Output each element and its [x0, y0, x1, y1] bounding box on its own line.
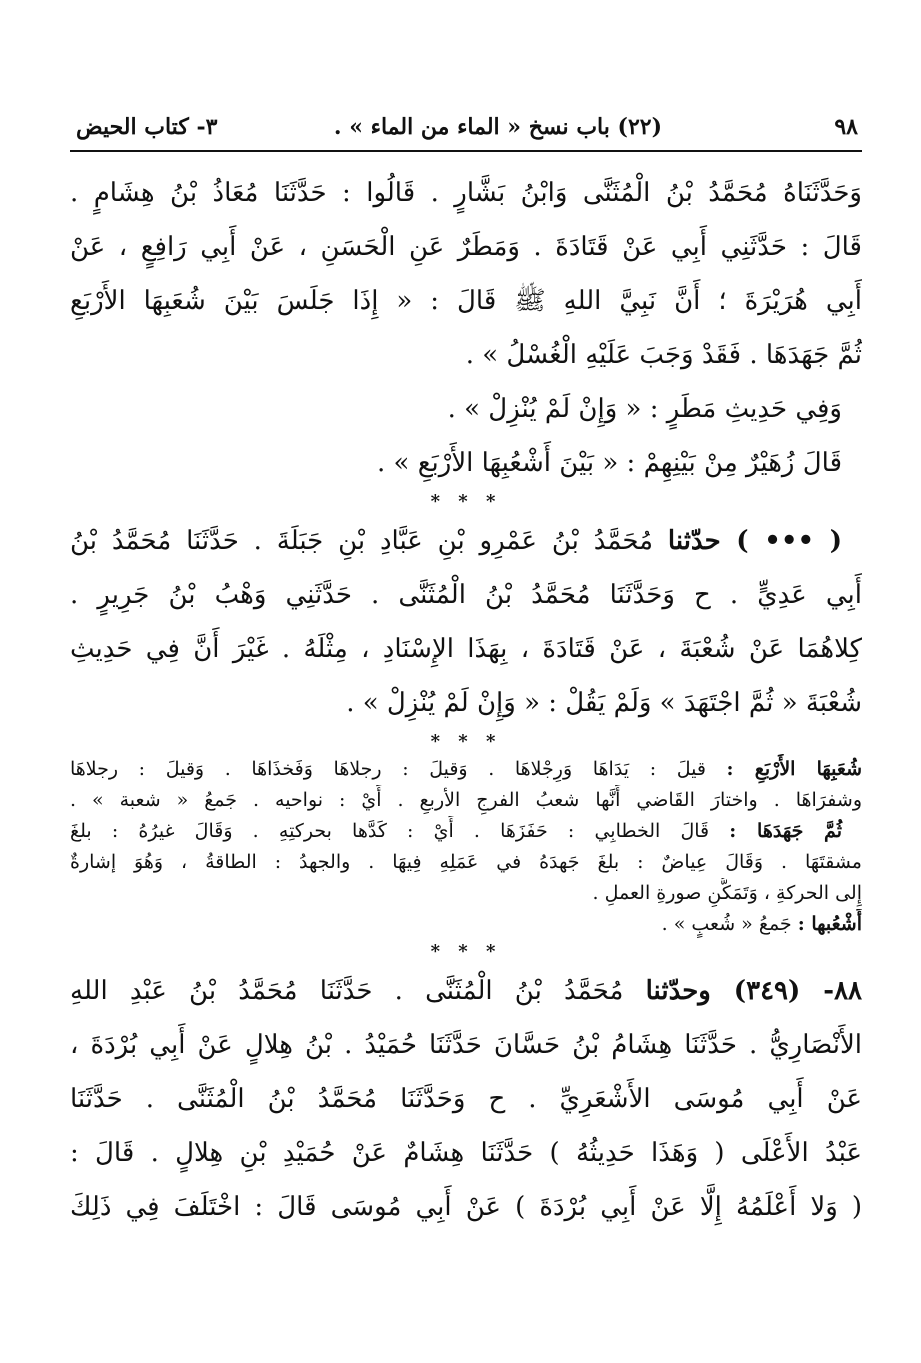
section-separator: * * * — [430, 491, 502, 512]
text-line: عَبْدُ الأَعْلَى ( وَهَذَا حَدِيثُهُ ) حَدَّثَنَا هِشَامٌ عَنْ حُمَيْدِ بْنِ هِلالٍ . قَالَ : — [70, 1138, 862, 1168]
note-line — [70, 909, 862, 940]
text-line: أَبِي عَدِيٍّ . ح وَحَدَّثَنَا مُحَمَّدُ بْنُ الْمُثَنَّى . حَدَّثَنِي وَهْبُ بْنُ جَرِيرٍ . — [70, 580, 862, 610]
text-span: مُحَمَّدُ بْنُ الْمُثَنَّى . حَدَّثَنَا مُحَمَّدُ بْنُ عَبْدِ اللهِ — [70, 976, 624, 1006]
book-title: ٣- كتاب الحيض — [76, 114, 218, 140]
hadith-paragraph-3 — [70, 964, 862, 1234]
chapter-title: (٢٢) باب نسخ « الماء من الماء » . — [333, 114, 662, 140]
text-line: كِلاهُمَا عَنْ شُعْبَةَ ، عَنْ قَتَادَةَ ، بِهَذَا الإِسْنَادِ ، مِثْلَهُ . غَيْرَ أَنَّ فِي حَدِيثِ — [70, 634, 862, 664]
note-line: إِلى الحركةِ ، وَتَمَكُّنِ صورةِ العملِ . — [592, 882, 862, 904]
page-number: ٩٨ — [834, 114, 858, 140]
hadith-paragraph-2 — [70, 514, 862, 730]
book-page — [70, 110, 862, 1330]
text-line: وَحَدَّثَنَاهُ مُحَمَّدُ بْنُ الْمُثَنَّى وَابْنُ بَشَّارٍ . قَالُوا : حَدَّثَنَا مُعَاذُ بْنُ هِشَامٍ . — [70, 178, 862, 208]
note-term: ثُمَّ جَهَدَهَا : — [729, 820, 842, 842]
text-line: أَبِي هُرَيْرَةَ ؛ أَنَّ نَبِيَّ اللهِ ﷺ قَالَ : « إِذَا جَلَسَ بَيْنَ شُعَبِهَا الأَرْبَعِ — [70, 286, 862, 316]
note-text: جَمعُ « شُعبٍ » . — [661, 913, 792, 935]
note-term: شُعَبِهَا الأَرْبَعِ : — [726, 758, 862, 780]
text-line: شُعْبَةَ « ثُمَّ اجْتَهَدَ » وَلَمْ يَقُلْ : « وَإِنْ لَمْ يُنْزِلْ » . — [346, 688, 862, 718]
text-span: مُحَمَّدُ بْنُ عَمْرِو بْنِ عَبَّادِ بْنِ جَبَلَةَ . حَدَّثَنَا مُحَمَّدُ بْنُ — [70, 526, 654, 556]
text-line: الأَنْصَارِيُّ . حَدَّثَنَا هِشَامُ بْنُ حَسَّانَ حَدَّثَنَا حُمَيْدُ . بْنُ هِلالٍ عَنْ أَبِي بُرْدَةَ ، — [70, 1030, 862, 1060]
note-line — [70, 754, 862, 785]
note-line: وشفرَاهَا . واختارَ القَاضي أَنَّها شعبُ الفرجِ الأربعِ . أَيْ : نواحيه . جَمعُ « شعبة » . — [70, 789, 862, 811]
text-line — [70, 514, 862, 568]
commentary-notes — [70, 754, 862, 940]
text-line: قَالَ : حَدَّثَنِي أَبِي عَنْ قَتَادَةَ . وَمَطَرٌ عَنِ الْحَسَنِ ، عَنْ أَبِي رَافِعٍ ، عَنْ — [70, 232, 862, 262]
text-line: ( وَلا أَعْلَمُهُ إِلَّا عَنْ أَبِي بُرْدَةَ ) عَنْ أَبِي مُوسَى قَالَ : اخْتَلَفَ فِي ذَلِكَ — [70, 1192, 862, 1222]
note-term: أَشْعُبها : — [797, 913, 862, 935]
section-separator: * * * — [430, 731, 502, 752]
text-line: قَالَ زُهَيْرٌ مِنْ بَيْنِهِمْ : « بَيْنَ أَشْعُبِهَا الأَرْبَعِ » . — [377, 448, 842, 478]
note-line: مشقتَهَا . وَقَالَ عِياضٌ : بلغَ جَهدَهُ في عَمَلِهِ فِيهَا . والجهدُ : الطاقةُ ، وَهُوَ إشارةٌ — [70, 851, 862, 873]
note-text: قيلَ : يَدَاهَا وَرِجْلاهَا . وَقيلَ : رجلاهَا وَفَخذَاهَا . وَقيلَ : رجلاهَا — [70, 758, 706, 780]
note-text: قَالَ الخطابِي : حَفَزَهَا . أَيْ : كَدَّها بحركتِهِ . وَقَالَ غيرُهُ : بلغَ — [70, 820, 710, 842]
hadith-number: ٨٨- (٣٤٩) وحدّثنا — [645, 976, 862, 1006]
hadith-paragraph-1 — [70, 166, 862, 490]
section-separator: * * * — [430, 941, 502, 962]
text-line — [70, 964, 862, 1018]
text-line: عَنْ أَبِي مُوسَى الأَشْعَرِيِّ . ح وَحَدَّثَنَا مُحَمَّدُ بْنُ الْمُثَنَّى . حَدَّثَنَا — [70, 1084, 862, 1114]
text-line: ثُمَّ جَهَدَهَا . فَقَدْ وَجَبَ عَلَيْهِ الْغُسْلُ » . — [465, 340, 862, 370]
page-header — [70, 110, 862, 152]
text-line: وَفِي حَدِيثِ مَطَرٍ : « وَإِنْ لَمْ يُنْزِلْ » . — [447, 394, 842, 424]
note-line — [70, 816, 862, 847]
hadith-number: ( ••• ) حدّثنا — [667, 526, 842, 556]
